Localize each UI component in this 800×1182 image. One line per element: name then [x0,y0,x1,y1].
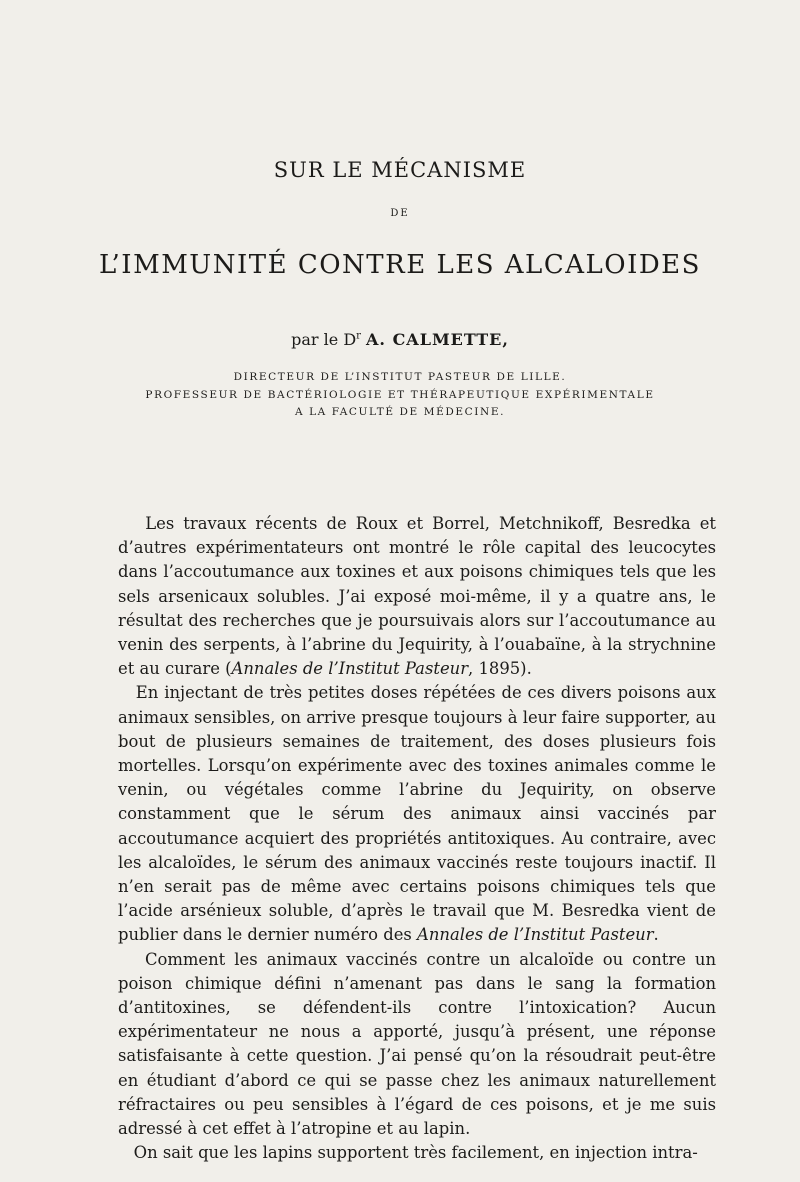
paragraph-4-text: On sait que les lapins supportent très facilement, en injection intra- [133,1143,698,1163]
affiliation-1: DIRECTEUR DE L’INSTITUT PASTEUR DE LILLE. [233,371,567,383]
paragraph-2-text-b: . [653,925,659,945]
paragraph-3-text: Comment les animaux vaccinés contre un alcaloïde ou contre un poison chimique défini n’amenant pas dans le sang la formation d’antitoxines, se défendent-ils contre l’intoxication? Aucun expérimentateur ne nous a apporté, jusqu’à présent, une réponse satisfaisante à cette question. J’ai pensé qu’on la résoudrait peut-être en étudiant d’abord ce qui se passe chez les animaux naturellement réfractaires ou peu sensibles à l’égard de ces poisons, et je me suis adressé à cet effet à l’atropine et au lapin. [118,949,716,1139]
affiliation-3: A LA FACULTÉ DE MÉDECINE. [294,406,506,418]
body-text [118,512,716,1165]
author-prefix: par le [291,330,339,349]
author-line [0,330,800,349]
author-degree-sup: r [356,330,361,342]
article-title-line-1: SUR LE MÉCANISME [273,158,527,182]
article-title-line-2: L’IMMUNITÉ CONTRE LES ALCALOIDES [99,250,701,280]
paragraph-1-text-a: Les travaux récents de Roux et Borrel, Metchnikoff, Besredka et d’autres expérimentateurs ont montré le rôle capital des leucocytes dans l’accoutumance aux toxines et aux poisons chimiques tels que les sels arsenicaux solubles. J’ai exposé moi-même, il y a quatre ans, le résultat des recherches que je poursuivais alors sur l’accoutumance au venin des serpents, à l’abrine du Jequirity, à l’ouabaïne, à la strychnine et au curare ( [118,514,716,679]
paragraph-2-text-a: En injectant de très petites doses répétées de ces divers poisons aux animaux sensibles, on arrive presque toujours à leur faire supporter, au bout de plusieurs semaines de traitement, des doses plusieurs fois mortelles. Lorsqu’on expérimente avec des toxines animales comme le venin, ou végétales comme l’abrine du Jequirity, on observe constamment que le sérum des animaux ainsi vaccinés par accoutumance acquiert des propriétés antitoxiques. Au contraire, avec les alcaloïdes, le sérum des animaux vaccinés reste toujours inactif. Il n’en serait pas de même avec certains poisons chimiques tels que l’acide arsénieux soluble, d’après le travail que M. Besredka vient de publier dans le dernier numéro des [118,683,716,945]
author-degree: D [343,330,357,349]
affiliation-2: PROFESSEUR DE BACTÉRIOLOGIE ET THÉRAPEUTIQUE EXPÉRIMENTALE [145,389,655,401]
paragraph-1-citation: Annales de l’Institut Pasteur [231,659,469,679]
author-name: A. CALMETTE, [366,330,509,349]
paragraph-4 [118,1141,716,1165]
paragraph-2 [118,681,716,947]
article-title-connector: DE [390,208,410,219]
paragraph-1-text-b: , 1895). [468,659,532,679]
paragraph-3 [118,948,716,1142]
paragraph-1 [118,512,716,681]
paragraph-2-citation: Annales de l’Institut Pasteur [417,925,654,945]
